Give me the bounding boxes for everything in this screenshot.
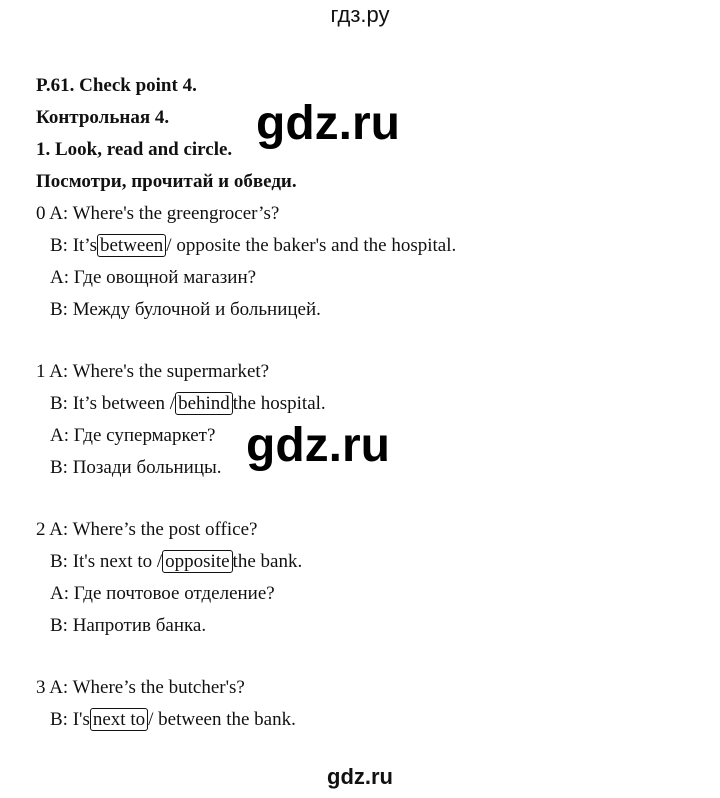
document-body [36, 70, 696, 736]
answer-prefix: B: I's [50, 709, 90, 730]
translation-question: А: Где супермаркет? [50, 425, 216, 446]
page-title-ru: Контрольная 4. [36, 107, 170, 128]
circled-answer: behind [175, 392, 233, 415]
answer-suffix: / opposite the baker's and the hospital. [166, 235, 457, 256]
question-line: 3 A: Where’s the butcher's? [36, 677, 245, 698]
answer-suffix: / between the bank. [148, 709, 296, 730]
question-line: 1 A: Where's the supermarket? [36, 361, 270, 382]
translation-question: А: Где почтовое отделение? [50, 583, 275, 604]
answer-line [36, 704, 696, 736]
answer-line [36, 388, 696, 420]
translation-answer: В: Позади больницы. [50, 457, 222, 478]
answer-prefix: B: It’s between / [50, 393, 176, 414]
circled-answer: opposite [162, 550, 232, 573]
question-line: 0 A: Where's the greengrocer’s? [36, 203, 280, 224]
answer-suffix: the hospital. [232, 393, 326, 414]
translation-answer: В: Напротив банка. [50, 615, 207, 636]
task-heading-ru: Посмотри, прочитай и обведи. [36, 171, 297, 192]
circled-answer: next to [90, 708, 148, 731]
question-line: 2 A: Where’s the post office? [36, 519, 258, 540]
circled-answer: between [97, 234, 166, 257]
answer-suffix: the bank. [232, 551, 303, 572]
answer-line [36, 230, 696, 262]
answer-prefix: B: It’s [50, 235, 97, 256]
site-header: гдз.ру [330, 2, 390, 27]
task-heading: 1. Look, read and circle. [36, 139, 233, 160]
site-footer: gdz.ru [327, 764, 393, 789]
page-title: P.61. Check point 4. [36, 75, 197, 96]
watermark: gdz.ru [246, 419, 390, 472]
answer-prefix: B: It's next to / [50, 551, 163, 572]
watermark: gdz.ru [256, 97, 400, 150]
answer-line [36, 546, 696, 578]
translation-question: А: Где овощной магазин? [50, 267, 257, 288]
translation-answer: В: Между булочной и больницей. [50, 299, 321, 320]
